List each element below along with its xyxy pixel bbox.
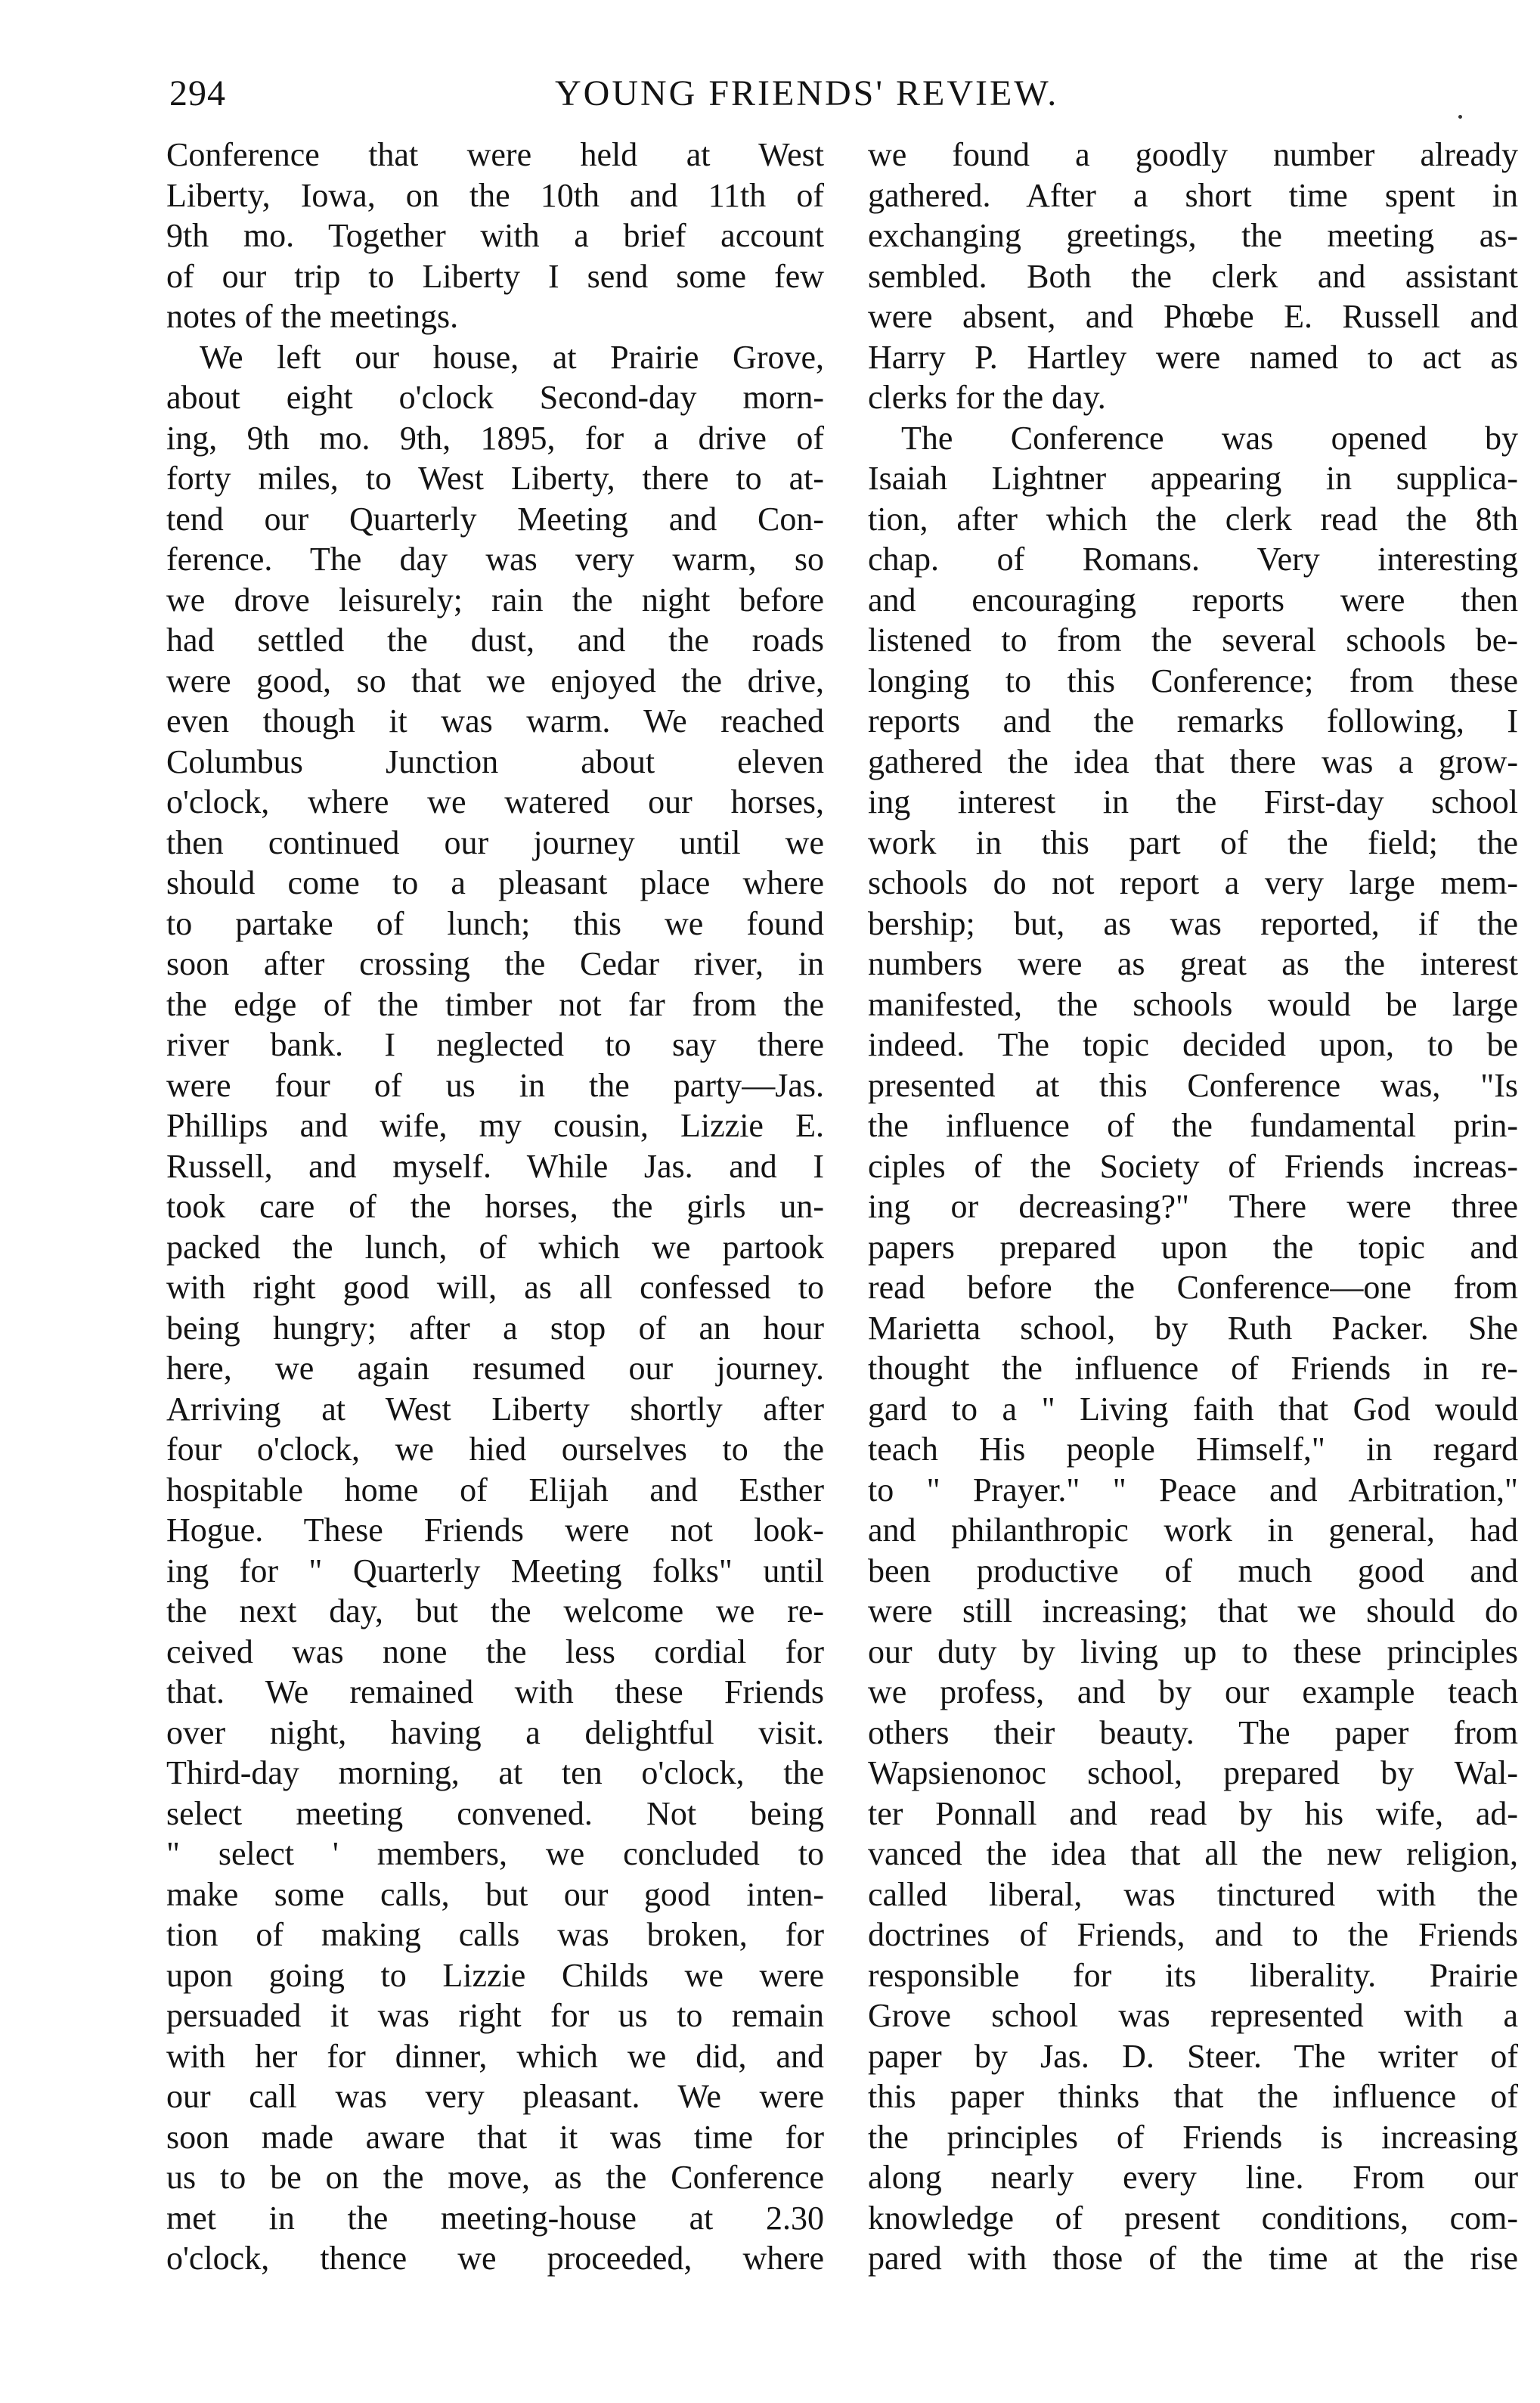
text-line: over night, having a delightful visit. [166, 1713, 824, 1751]
text-line: knowledge of present conditions, com- [868, 2199, 1518, 2237]
text-line: met in the meeting-house at 2.30 [166, 2199, 824, 2237]
running-head: YOUNG FRIENDS' REVIEW. [555, 73, 1059, 113]
text-line: soon after crossing the Cedar river, in [166, 945, 824, 982]
page-header [169, 73, 1523, 126]
text-line: ciples of the Society of Friends increas- [868, 1147, 1518, 1185]
text-line: four o'clock, we hied ourselves to the [166, 1431, 824, 1468]
text-line: were absent, and Phœbe E. Russell and [868, 298, 1518, 335]
text-line: ter Ponnall and read by his wife, ad- [868, 1794, 1518, 1832]
right-text-column [868, 135, 1518, 2279]
text-line: of our trip to Liberty I send some few [166, 257, 824, 295]
text-line: were still increasing; that we should do [868, 1592, 1518, 1629]
page-number: 294 [169, 73, 226, 113]
text-line: 9th mo. Together with a brief account [166, 217, 824, 254]
text-line: the edge of the timber not far from the [166, 985, 824, 1023]
text-line: thought the influence of Friends in re- [868, 1350, 1518, 1387]
text-line: were four of us in the party—Jas. [166, 1066, 824, 1104]
text-line: longing to this Conference; from these [868, 662, 1518, 699]
text-line: ference. The day was very warm, so [166, 541, 824, 578]
text-line: Hogue. These Friends were not look- [166, 1512, 824, 1549]
text-line: tend our Quarterly Meeting and Con- [166, 500, 824, 538]
text-line: even though it was warm. We reached [166, 702, 824, 740]
text-line: o'clock, where we watered our horses, [166, 783, 824, 820]
text-line: indeed. The topic decided upon, to be [868, 1026, 1518, 1063]
text-line: along nearly every line. From our [868, 2159, 1518, 2196]
text-line: with her for dinner, which we did, and [166, 2037, 824, 2075]
text-line: were good, so that we enjoyed the drive, [166, 662, 824, 699]
text-line: our duty by living up to these principles [868, 1632, 1518, 1670]
text-line: gard to a " Living faith that God would [868, 1390, 1518, 1428]
text-line: Third-day morning, at ten o'clock, the [166, 1754, 824, 1791]
text-line: Conference that were held at West [166, 136, 824, 173]
text-line: ing, 9th mo. 9th, 1895, for a drive of [166, 419, 824, 457]
text-line: hospitable home of Elijah and Esther [166, 1471, 824, 1508]
text-line: vanced the idea that all the new religion, [868, 1835, 1518, 1872]
text-line: Grove school was represented with a [868, 1997, 1518, 2034]
text-line: o'clock, thence we proceeded, where [166, 2240, 824, 2277]
text-line: soon made aware that it was time for [166, 2118, 824, 2156]
text-line: Russell, and myself. While Jas. and I [166, 1147, 824, 1185]
text-line: responsible for its liberality. Prairie [868, 1956, 1518, 1994]
text-line: others their beauty. The paper from [868, 1713, 1518, 1751]
text-line: the next day, but the welcome we re- [166, 1592, 824, 1629]
text-line: persuaded it was right for us to remain [166, 1997, 824, 2034]
text-line: Harry P. Hartley were named to act as [868, 338, 1518, 376]
text-line: gathered. After a short time spent in [868, 176, 1518, 214]
text-line: the principles of Friends is increasing [868, 2118, 1518, 2156]
text-line: gathered the idea that there was a grow- [868, 743, 1518, 780]
text-line: select meeting convened. Not being [166, 1794, 824, 1832]
text-line: The Conference was opened by [901, 419, 1518, 457]
text-line: Wapsienonoc school, prepared by Wal- [868, 1754, 1518, 1791]
text-line: and encouraging reports were then [868, 581, 1518, 619]
text-line: presented at this Conference was, "Is [868, 1066, 1518, 1104]
text-line: schools do not report a very large mem- [868, 864, 1518, 901]
text-line: we profess, and by our example teach [868, 1673, 1518, 1710]
text-line: chap. of Romans. Very interesting [868, 541, 1518, 578]
text-line: should come to a pleasant place where [166, 864, 824, 901]
text-line: teach His people Himself," in regard [868, 1431, 1518, 1468]
text-line: paper by Jas. D. Steer. The writer of [868, 2037, 1518, 2075]
text-line: we found a goodly number already [868, 136, 1518, 173]
text-line: We left our house, at Prairie Grove, [200, 338, 824, 376]
text-line: being hungry; after a stop of an hour [166, 1309, 824, 1347]
text-line: took care of the horses, the girls un- [166, 1188, 824, 1225]
text-line: then continued our journey until we [166, 823, 824, 861]
text-line: make some calls, but our good inten- [166, 1875, 824, 1913]
text-line: ing for " Quarterly Meeting folks" until [166, 1552, 824, 1589]
text-line: Arriving at West Liberty shortly after [166, 1390, 824, 1428]
text-line: we drove leisurely; rain the night before [166, 581, 824, 619]
text-line: numbers were as great as the interest [868, 945, 1518, 982]
text-line: tion, after which the clerk read the 8th [868, 500, 1518, 538]
text-line: " select ' members, we concluded to [166, 1835, 824, 1872]
text-line: been productive of much good and [868, 1552, 1518, 1589]
text-line: tion of making calls was broken, for [166, 1916, 824, 1953]
text-line: packed the lunch, of which we partook [166, 1228, 824, 1266]
text-line: listened to from the several schools be- [868, 622, 1518, 659]
text-line: reports and the remarks following, I [868, 702, 1518, 740]
text-line: Isaiah Lightner appearing in supplica- [868, 460, 1518, 497]
text-line: work in this part of the field; the [868, 823, 1518, 861]
text-line: the influence of the fundamental prin- [868, 1107, 1518, 1144]
text-line: to " Prayer." " Peace and Arbitration," [868, 1471, 1518, 1508]
text-line: to partake of lunch; this we found [166, 904, 824, 942]
text-line: and philanthropic work in general, had [868, 1512, 1518, 1549]
text-line: clerks for the day. [868, 379, 1106, 416]
left-text-column [166, 135, 824, 2279]
text-line: Liberty, Iowa, on the 10th and 11th of [166, 176, 824, 214]
text-line: upon going to Lizzie Childs we were [166, 1956, 824, 1994]
text-line: called liberal, was tinctured with the [868, 1875, 1518, 1913]
text-line: ing or decreasing?" There were three [868, 1188, 1518, 1225]
text-line: ing interest in the First-day school [868, 783, 1518, 820]
text-line: that. We remained with these Friends [166, 1673, 824, 1710]
text-line: had settled the dust, and the roads [166, 622, 824, 659]
text-line: notes of the meetings. [166, 298, 459, 335]
text-line: forty miles, to West Liberty, there to at- [166, 460, 824, 497]
text-line: river bank. I neglected to say there [166, 1026, 824, 1063]
text-line: sembled. Both the clerk and assistant [868, 257, 1518, 295]
text-line: Phillips and wife, my cousin, Lizzie E. [166, 1107, 824, 1144]
text-line: with right good will, as all confessed to [166, 1269, 824, 1306]
text-line: our call was very pleasant. We were [166, 2078, 824, 2115]
text-line: exchanging greetings, the meeting as- [868, 217, 1518, 254]
ink-speck [1458, 115, 1462, 119]
text-line: ceived was none the less cordial for [166, 1632, 824, 1670]
text-line: doctrines of Friends, and to the Friends [868, 1916, 1518, 1953]
text-line: papers prepared upon the topic and [868, 1228, 1518, 1266]
text-line: about eight o'clock Second-day morn- [166, 379, 824, 416]
text-line: this paper thinks that the influence of [868, 2078, 1518, 2115]
text-line: bership; but, as was reported, if the [868, 904, 1518, 942]
text-line: manifested, the schools would be large [868, 985, 1518, 1023]
text-line: us to be on the move, as the Conference [166, 2159, 824, 2196]
text-line: Marietta school, by Ruth Packer. She [868, 1309, 1518, 1347]
text-line: read before the Conference—one from [868, 1269, 1518, 1306]
text-line: pared with those of the time at the rise [868, 2240, 1518, 2277]
text-line: Columbus Junction about eleven [166, 743, 824, 780]
text-line: here, we again resumed our journey. [166, 1350, 824, 1387]
